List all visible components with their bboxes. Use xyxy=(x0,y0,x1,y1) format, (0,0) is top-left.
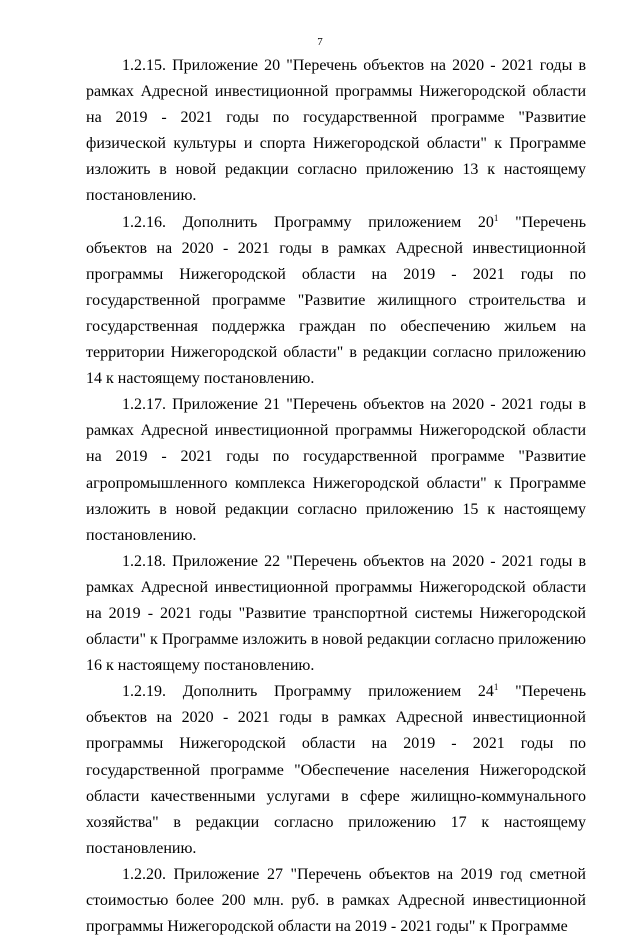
paragraph-1-2-15 xyxy=(86,53,586,210)
superscript-index: 1 xyxy=(493,212,499,223)
paragraph-text: 1.2.15. Приложение 20 "Перечень объектов на 2020 - 2021 годы в рамках Адресной инвестиционной программы Нижегородской области на 2019 - 2021 годы по государственной программе "Развитие физической культуры и спорта Нижегородской области" к Программе изложить в новой редакции согласно приложению 13 к настоящему постановлению. xyxy=(86,57,586,205)
paragraph-text: 1.2.18. Приложение 22 "Перечень объектов на 2020 - 2021 годы в рамках Адресной инвестиционной программы Нижегородской области на 2019 - 2021 годы "Развитие транспортной системы Нижегородской области" к Программе изложить в новой редакции согласно приложению 16 к настоящему постановлению. xyxy=(86,552,586,675)
paragraph-text: 1.2.19. Дополнить Программу приложением 24 xyxy=(122,683,494,701)
paragraph-text: 1.2.17. Приложение 21 "Перечень объектов на 2020 - 2021 годы в рамках Адресной инвестиционной программы Нижегородской области на 2019 - 2021 годы по государственной программе "Развитие агропромышленного комплекса Нижегородской области" к Программе изложить в новой редакции согласно приложению 15 к настоящему постановлению. xyxy=(86,396,586,544)
paragraph-text: 1.2.16. Дополнить Программу приложением 20 xyxy=(122,213,494,231)
superscript-index: 1 xyxy=(493,682,499,693)
paragraph-text: 1.2.20. Приложение 27 "Перечень объектов на 2019 год сметной стоимостью более 200 млн. руб. в рамках Адресной инвестиционной программы Нижегородской области на 2019 - 2021 годы" к Программе xyxy=(86,865,586,936)
paragraph-text-continued: "Перечень объектов на 2020 - 2021 годы в рамках Адресной инвестиционной программы Нижегородской области на 2019 - 2021 годы по государственной программе "Обеспечение населения Нижегородской области качественными услугами в сфере жилищно-коммунального хозяйства" в редакции согласно приложению 17 к настоящему постановлению. xyxy=(86,683,586,857)
paragraph-1-2-18 xyxy=(86,549,586,679)
document-body xyxy=(86,53,586,940)
paragraph-1-2-20 xyxy=(86,862,586,940)
paragraph-1-2-17 xyxy=(86,392,586,549)
paragraph-text-continued: "Перечень объектов на 2020 - 2021 годы в рамках Адресной инвестиционной программы Нижегородской области на 2019 - 2021 годы по государственной программе "Развитие жилищного строительства и государственная поддержка граждан по обеспечению жильем на территории Нижегородской области" в редакции согласно приложению 14 к настоящему постановлению. xyxy=(86,213,586,388)
paragraph-1-2-19 xyxy=(86,679,586,862)
page-number: 7 xyxy=(317,36,323,48)
paragraph-1-2-16 xyxy=(86,210,586,393)
